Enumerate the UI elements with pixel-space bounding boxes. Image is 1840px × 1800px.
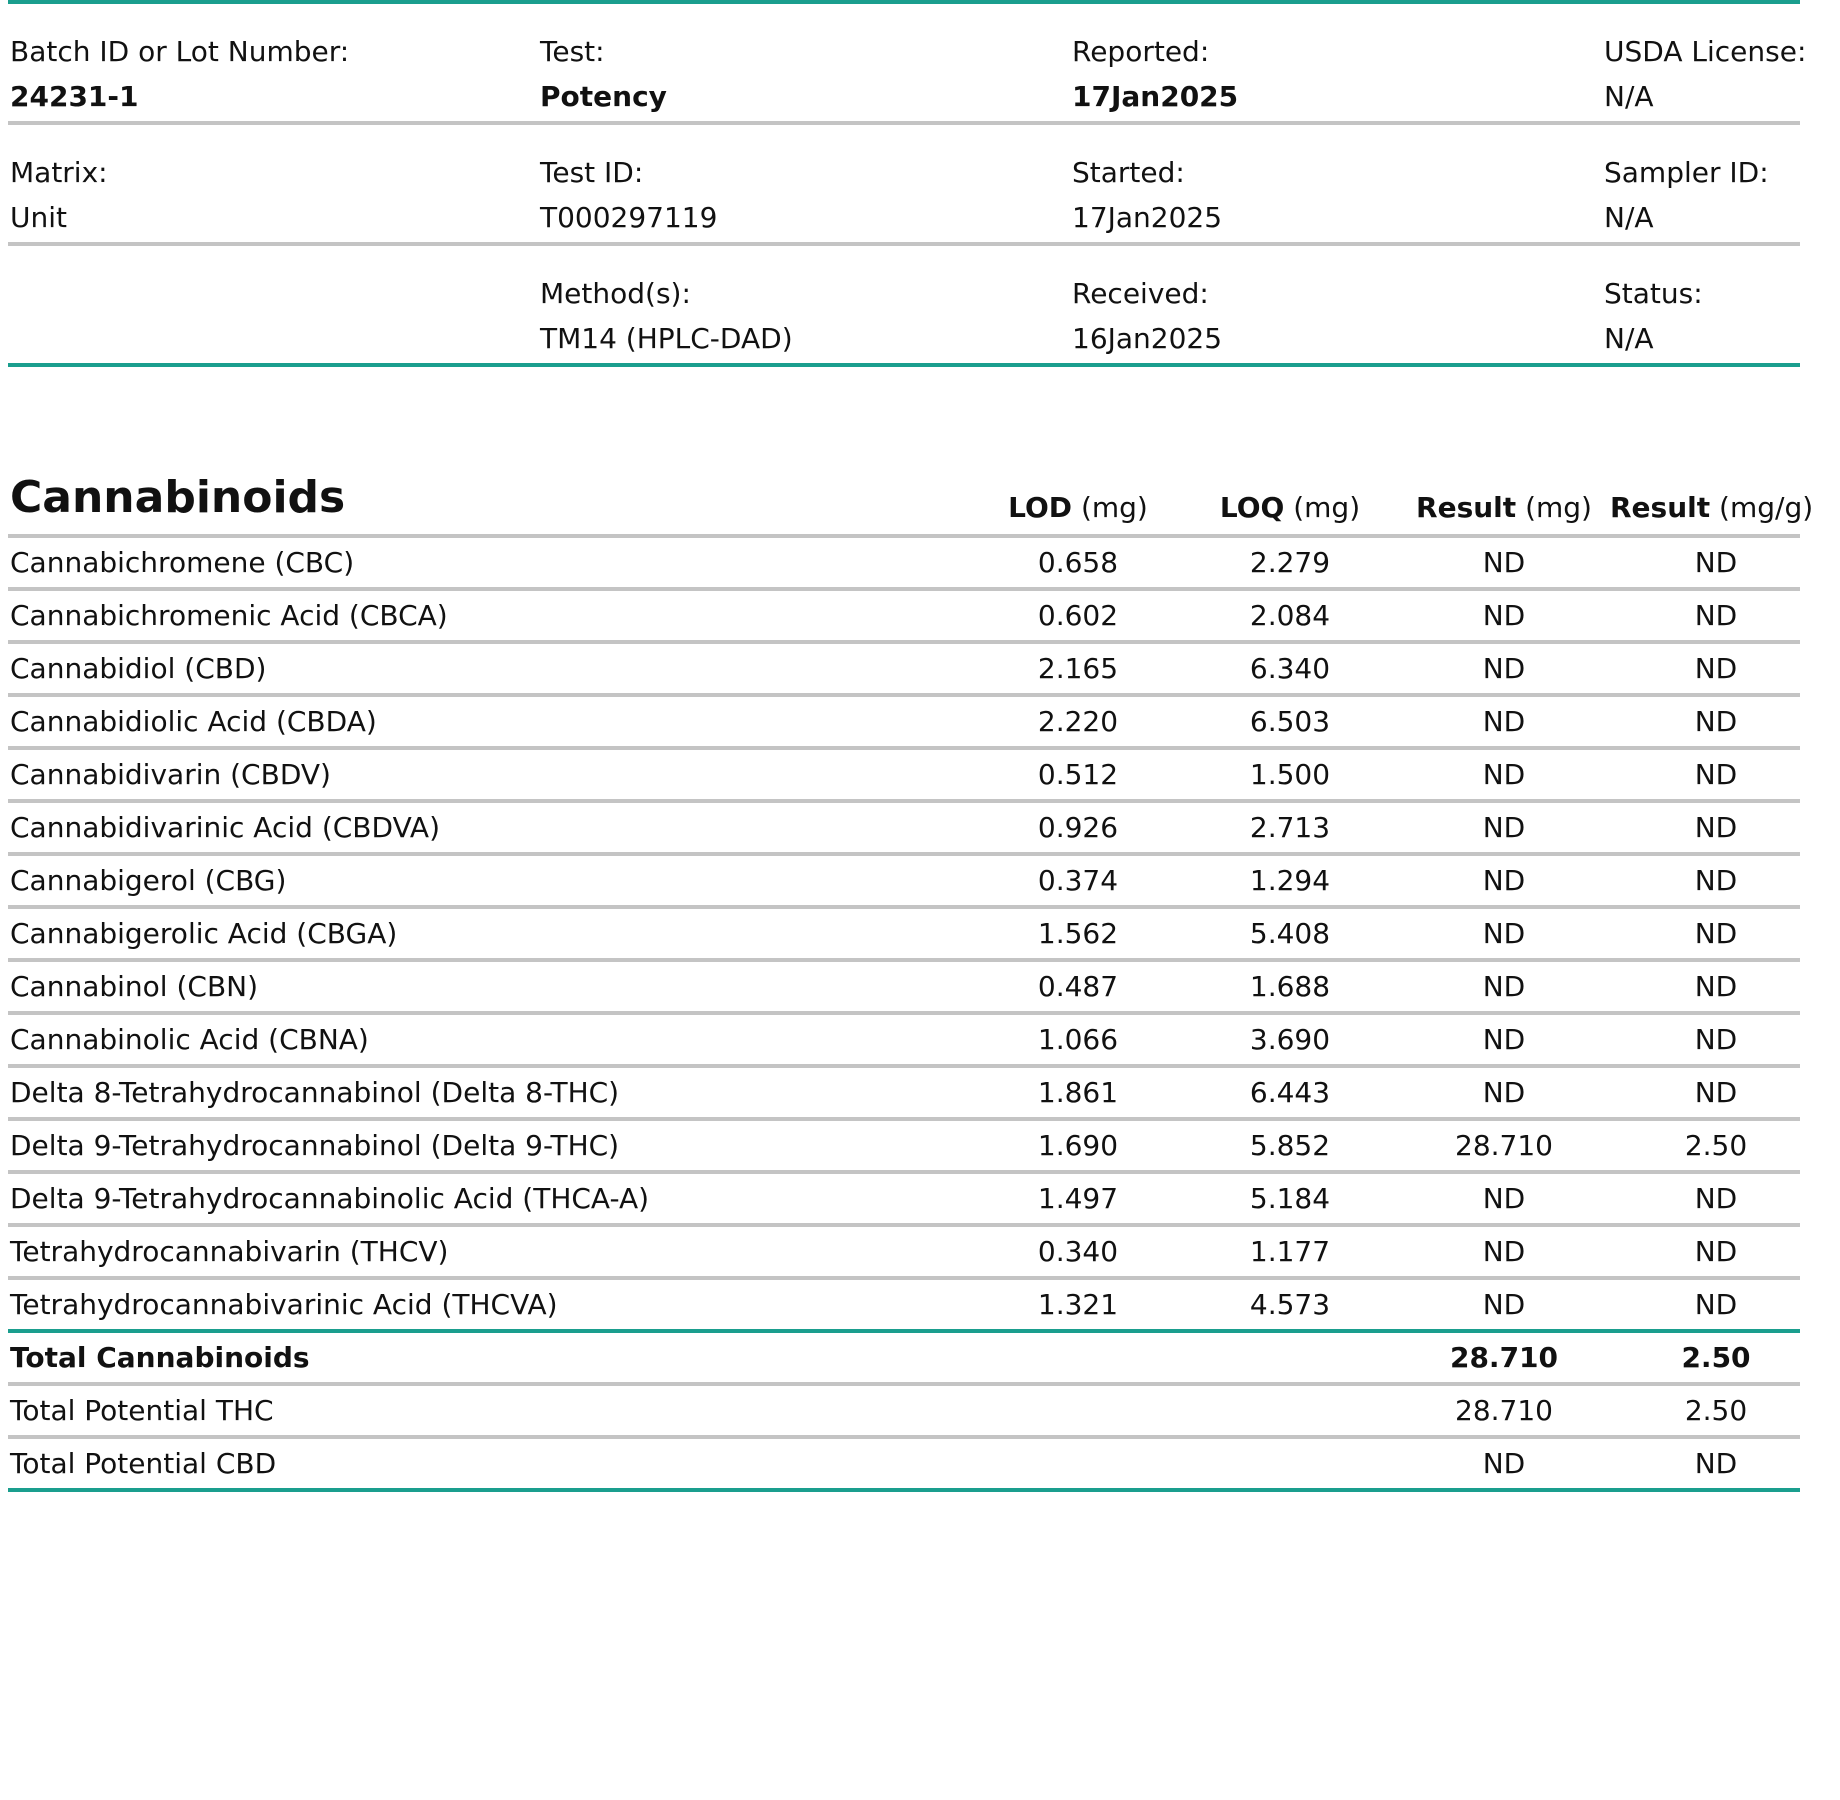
test-field xyxy=(540,30,667,120)
lod-value: 0.602 xyxy=(1037,599,1119,632)
result-mg-value: ND xyxy=(1482,970,1526,1003)
sampler-id-field xyxy=(1604,151,1769,241)
total-result-mgg-value: 2.50 xyxy=(1681,1341,1751,1374)
column-header-result-mg-name: Result xyxy=(1416,491,1517,524)
loq-value: 2.279 xyxy=(1249,546,1331,579)
result-mgg-value: ND xyxy=(1694,652,1738,685)
column-header-loq-unit: (mg) xyxy=(1284,491,1361,524)
usda-license-label: USDA License: xyxy=(1604,35,1807,68)
reported-value: 17Jan2025 xyxy=(1072,80,1239,113)
usda-license-value: N/A xyxy=(1604,80,1654,113)
test-value: Potency xyxy=(540,80,667,113)
result-mg-value: ND xyxy=(1482,1076,1526,1109)
analyte-name: Cannabidiolic Acid (CBDA) xyxy=(10,705,377,738)
usda-license-field xyxy=(1604,30,1806,120)
result-mgg-value: ND xyxy=(1694,811,1738,844)
result-mgg-value: ND xyxy=(1694,1076,1738,1109)
sampler-id-value: N/A xyxy=(1604,201,1654,234)
table-row xyxy=(8,1174,1800,1227)
total-name: Total Potential THC xyxy=(10,1394,274,1427)
column-header-loq xyxy=(1180,488,1400,528)
lod-value: 1.690 xyxy=(1037,1129,1119,1162)
loq-value: 5.184 xyxy=(1249,1182,1331,1215)
table-row xyxy=(8,1121,1800,1174)
status-field xyxy=(1604,272,1703,362)
loq-value: 6.340 xyxy=(1249,652,1331,685)
table-row xyxy=(8,1280,1800,1333)
analyte-name: Cannabidiol (CBD) xyxy=(10,652,267,685)
lod-value: 0.512 xyxy=(1037,758,1119,791)
reported-label: Reported: xyxy=(1072,35,1210,68)
lod-value: 1.861 xyxy=(1037,1076,1119,1109)
result-mg-value: ND xyxy=(1482,864,1526,897)
table-body xyxy=(8,538,1800,1492)
methods-field xyxy=(540,272,793,362)
loq-value: 5.852 xyxy=(1249,1129,1331,1162)
column-header-lod-name: LOD xyxy=(1008,491,1073,524)
table-title: Cannabinoids xyxy=(10,472,346,523)
result-mgg-value: ND xyxy=(1694,546,1738,579)
total-row xyxy=(8,1386,1800,1439)
loq-value: 6.503 xyxy=(1249,705,1331,738)
matrix-value: Unit xyxy=(10,201,67,234)
test-id-label: Test ID: xyxy=(540,156,644,189)
result-mg-value: ND xyxy=(1482,1235,1526,1268)
matrix-label: Matrix: xyxy=(10,156,108,189)
status-label: Status: xyxy=(1604,277,1703,310)
info-row-3 xyxy=(8,246,1800,363)
received-value: 16Jan2025 xyxy=(1072,322,1223,355)
column-header-lod xyxy=(968,488,1188,528)
result-mg-value: ND xyxy=(1482,705,1526,738)
lod-value: 2.165 xyxy=(1037,652,1119,685)
analyte-name: Cannabidivarinic Acid (CBDVA) xyxy=(10,811,441,844)
started-field xyxy=(1072,151,1222,241)
loq-value: 1.500 xyxy=(1249,758,1331,791)
started-value: 17Jan2025 xyxy=(1072,201,1223,234)
table-row xyxy=(8,697,1800,750)
table-header xyxy=(8,466,1814,534)
result-mgg-value: ND xyxy=(1694,705,1738,738)
started-label: Started: xyxy=(1072,156,1185,189)
total-result-mgg-value: 2.50 xyxy=(1684,1394,1748,1427)
total-result-mg-value: 28.710 xyxy=(1449,1341,1559,1374)
result-mg-value: ND xyxy=(1482,1023,1526,1056)
result-mg-value: ND xyxy=(1482,599,1526,632)
result-mg-value: ND xyxy=(1482,1182,1526,1215)
column-header-loq-name: LOQ xyxy=(1219,491,1285,524)
cannabinoids-table xyxy=(8,466,1814,1492)
info-row-1 xyxy=(8,4,1807,121)
table-row xyxy=(8,1227,1800,1280)
table-row xyxy=(8,856,1800,909)
total-row xyxy=(8,1439,1800,1492)
result-mg-value: ND xyxy=(1482,546,1526,579)
received-field xyxy=(1072,272,1222,362)
table-row xyxy=(8,909,1800,962)
analyte-name: Cannabidivarin (CBDV) xyxy=(10,758,331,791)
lod-value: 0.487 xyxy=(1037,970,1119,1003)
total-name: Total Cannabinoids xyxy=(10,1341,310,1374)
total-result-mg-value: 28.710 xyxy=(1455,1394,1553,1427)
lod-value: 1.066 xyxy=(1037,1023,1119,1056)
total-result-mg-value: ND xyxy=(1482,1447,1526,1480)
test-id-field xyxy=(540,151,717,241)
column-header-result-mgg xyxy=(1610,488,1840,528)
table-row xyxy=(8,1015,1800,1068)
loq-value: 5.408 xyxy=(1249,917,1331,950)
result-mgg-value: ND xyxy=(1694,599,1738,632)
table-row xyxy=(8,644,1800,697)
loq-value: 1.688 xyxy=(1249,970,1331,1003)
analyte-name: Cannabigerolic Acid (CBGA) xyxy=(10,917,398,950)
table-row xyxy=(8,750,1800,803)
table-row xyxy=(8,538,1800,591)
lod-value: 1.497 xyxy=(1037,1182,1119,1215)
analyte-name: Delta 8-Tetrahydrocannabinol (Delta 8-THC) xyxy=(10,1076,620,1109)
methods-label: Method(s): xyxy=(540,277,691,310)
methods-value: TM14 (HPLC-DAD) xyxy=(540,322,793,355)
column-header-result-mg xyxy=(1394,488,1614,528)
table-row xyxy=(8,803,1800,856)
result-mgg-value: ND xyxy=(1694,1235,1738,1268)
batch-id-value: 24231-1 xyxy=(10,80,139,113)
result-mg-value: ND xyxy=(1482,758,1526,791)
lod-value: 2.220 xyxy=(1037,705,1119,738)
loq-value: 2.713 xyxy=(1249,811,1331,844)
result-mg-value: ND xyxy=(1482,652,1526,685)
result-mg-value: ND xyxy=(1482,917,1526,950)
analyte-name: Cannabigerol (CBG) xyxy=(10,864,287,897)
total-name: Total Potential CBD xyxy=(10,1447,277,1480)
table-row xyxy=(8,591,1800,644)
reported-field xyxy=(1072,30,1238,120)
table-row xyxy=(8,1068,1800,1121)
batch-id-field xyxy=(10,30,349,120)
total-row xyxy=(8,1333,1800,1386)
sample-info-header xyxy=(8,0,1807,367)
loq-value: 1.294 xyxy=(1249,864,1331,897)
result-mgg-value: ND xyxy=(1694,1182,1738,1215)
analyte-name: Cannabichromene (CBC) xyxy=(10,546,355,579)
result-mg-value: ND xyxy=(1482,1288,1526,1321)
result-mgg-value: ND xyxy=(1694,970,1738,1003)
analyte-name: Tetrahydrocannabivarin (THCV) xyxy=(10,1235,449,1268)
analyte-name: Cannabinol (CBN) xyxy=(10,970,259,1003)
sampler-id-label: Sampler ID: xyxy=(1604,156,1769,189)
result-mgg-value: ND xyxy=(1694,1288,1738,1321)
test-id-value: T000297119 xyxy=(540,201,718,234)
analyte-name: Cannabichromenic Acid (CBCA) xyxy=(10,599,448,632)
lod-value: 1.321 xyxy=(1037,1288,1119,1321)
received-label: Received: xyxy=(1072,277,1209,310)
result-mgg-value: ND xyxy=(1694,917,1738,950)
column-header-result-mgg-unit: (mg/g) xyxy=(1710,491,1814,524)
loq-value: 4.573 xyxy=(1249,1288,1331,1321)
table-row xyxy=(8,962,1800,1015)
loq-value: 3.690 xyxy=(1249,1023,1331,1056)
result-mgg-value: 2.50 xyxy=(1684,1129,1748,1162)
result-mg-value: ND xyxy=(1482,811,1526,844)
column-header-result-mg-unit: (mg) xyxy=(1516,491,1592,524)
test-label: Test: xyxy=(540,35,605,68)
loq-value: 1.177 xyxy=(1249,1235,1331,1268)
column-header-result-mgg-name: Result xyxy=(1610,491,1711,524)
analyte-name: Cannabinolic Acid (CBNA) xyxy=(10,1023,369,1056)
total-result-mgg-value: ND xyxy=(1694,1447,1738,1480)
analyte-name: Delta 9-Tetrahydrocannabinol (Delta 9-THC) xyxy=(10,1129,620,1162)
matrix-field xyxy=(10,151,108,241)
lod-value: 0.926 xyxy=(1037,811,1119,844)
result-mg-value: 28.710 xyxy=(1455,1129,1553,1162)
batch-id-label: Batch ID or Lot Number: xyxy=(10,35,350,68)
status-value: N/A xyxy=(1604,322,1654,355)
lod-value: 1.562 xyxy=(1037,917,1119,950)
loq-value: 6.443 xyxy=(1249,1076,1331,1109)
info-row-2 xyxy=(8,125,1800,242)
lod-value: 0.374 xyxy=(1037,864,1119,897)
analyte-name: Tetrahydrocannabivarinic Acid (THCVA) xyxy=(10,1288,558,1321)
loq-value: 2.084 xyxy=(1249,599,1331,632)
result-mgg-value: ND xyxy=(1694,864,1738,897)
analyte-name: Delta 9-Tetrahydrocannabinolic Acid (THCA-A) xyxy=(10,1182,650,1215)
header-bottom-rule xyxy=(8,363,1800,367)
lod-value: 0.340 xyxy=(1037,1235,1119,1268)
column-header-lod-unit: (mg) xyxy=(1072,491,1148,524)
lod-value: 0.658 xyxy=(1037,546,1119,579)
result-mgg-value: ND xyxy=(1694,1023,1738,1056)
result-mgg-value: ND xyxy=(1694,758,1738,791)
